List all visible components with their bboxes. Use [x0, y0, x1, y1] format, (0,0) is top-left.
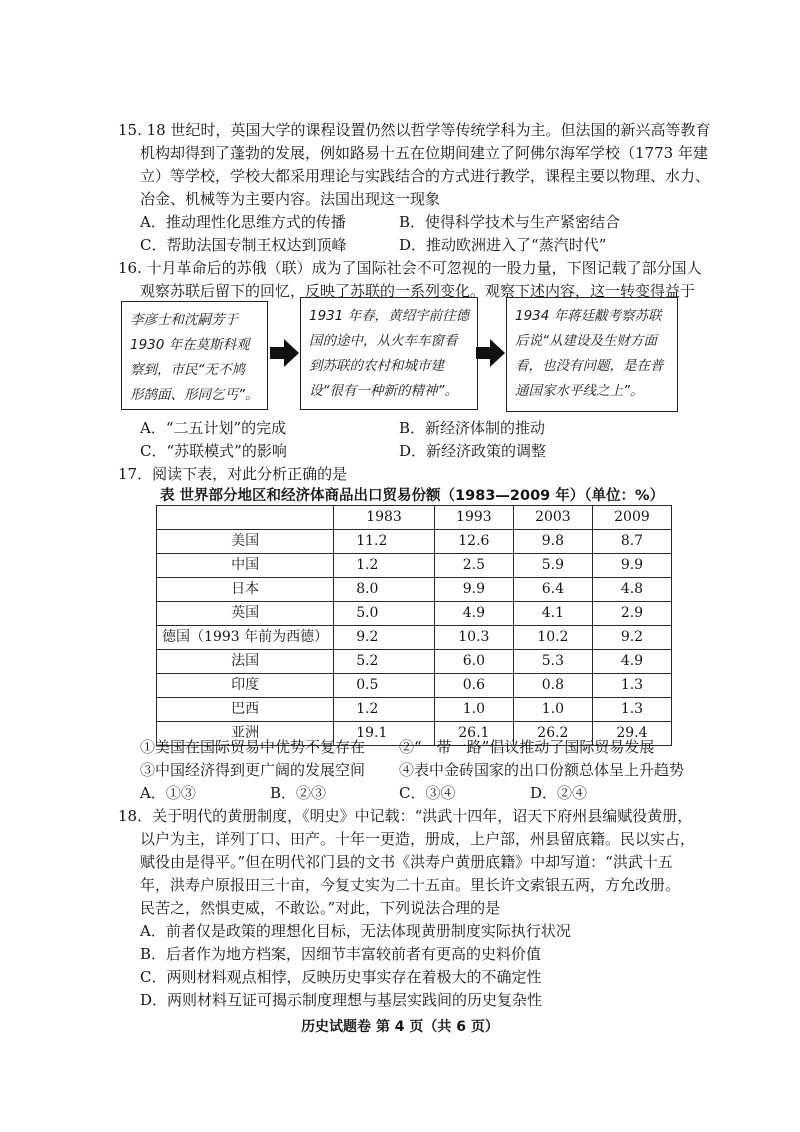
table-cell: 19.1 — [334, 722, 435, 746]
q18-option-a: A．前者仅是政策的理想化目标，无法体现黄册制度实际执行状况 — [140, 922, 571, 940]
q16-box-2-line: 设“很有一种新的精神”。 — [309, 383, 458, 399]
q16-box-1 — [121, 301, 268, 410]
table-cell: 1.3 — [592, 674, 671, 698]
q16-line-1: 16. 十月革命后的苏俄（联）成为了国际社会不可忽视的一股力量，下图记载了部分国人 — [118, 259, 702, 277]
table-row-label: 美国 — [157, 530, 334, 554]
q16-option-d: D．新经济政策的调整 — [399, 442, 547, 460]
q15-line-2: 机构却得到了蓬勃的发展，例如路易十五在位期间建立了阿佛尔海军学校（1773 年建 — [140, 144, 708, 162]
table-cell: 5.9 — [513, 554, 592, 578]
table-header-cell: 1993 — [434, 506, 513, 530]
table-cell: 4.1 — [513, 602, 592, 626]
table-row — [157, 578, 672, 602]
table-cell: 6.4 — [513, 578, 592, 602]
q16-line-2: 观察苏联后留下的回忆，反映了苏联的一系列变化。观察下述内容，这一转变得益于 — [140, 282, 696, 300]
table-cell: 10.3 — [434, 626, 513, 650]
q15-line-1: 15. 18 世纪时，英国大学的课程设置仍然以哲学等传统学科为主。但法国的新兴高等教育 — [118, 121, 711, 139]
table-cell: 4.8 — [592, 578, 671, 602]
footer-subject: 历史试题卷 — [301, 1019, 372, 1035]
q16-box-3 — [506, 297, 678, 412]
table-row — [157, 530, 672, 554]
table-row — [157, 626, 672, 650]
q16-box-2-line: 国的途中，从火车车窗看 — [309, 333, 458, 349]
q15-option-a: A．推动理性化思维方式的传播 — [140, 213, 346, 231]
table-cell: 11.2 — [334, 530, 435, 554]
table-row — [157, 650, 672, 674]
q17-option-b: B．②③ — [270, 784, 327, 802]
table-row — [157, 554, 672, 578]
table-cell: 4.9 — [434, 602, 513, 626]
q15-option-d: D．推动欧洲进入了“蒸汽时代” — [399, 236, 607, 254]
table-cell: 10.2 — [513, 626, 592, 650]
q15-option-c: C．帮助法国专制王权达到顶峰 — [140, 236, 347, 254]
table-cell: 2.9 — [592, 602, 671, 626]
table-cell: 29.4 — [592, 722, 671, 746]
table-header-row — [157, 506, 672, 530]
q18-option-c: C．两则材料观点相悖，反映历史事实存在着极大的不确定性 — [140, 968, 542, 986]
table-row-label: 英国 — [157, 602, 334, 626]
q16-option-a: A．“二五计划”的完成 — [140, 419, 287, 437]
q15-option-b: B．使得科学技术与生产紧密结合 — [399, 213, 621, 231]
table-row — [157, 698, 672, 722]
table-cell: 1.3 — [592, 698, 671, 722]
q17-statement-1: ①美国在国际贸易中优势不复存在 — [140, 738, 366, 756]
q16-box-1-line: 形鹄面、形同乞丐”。 — [130, 387, 259, 403]
right-arrow-icon — [270, 338, 300, 368]
table-row-label: 法国 — [157, 650, 334, 674]
table-cell: 1.2 — [334, 554, 435, 578]
table-cell: 26.2 — [513, 722, 592, 746]
table-cell: 9.9 — [592, 554, 671, 578]
table-cell: 9.9 — [434, 578, 513, 602]
q17-option-a: A．①③ — [140, 784, 196, 802]
q16-option-c: C．“苏联模式”的影响 — [140, 442, 287, 460]
table-cell: 1.2 — [334, 698, 435, 722]
q16-box-2-line: 到苏联的农村和城市建 — [309, 358, 444, 374]
table-cell: 0.5 — [334, 674, 435, 698]
q16-box-1-line: 1930 年在莫斯科观 — [130, 337, 250, 353]
q15-line-3: 立）等学校，学校大都采用理论与实践结合的方式进行教学，课程主要以物理、水力、 — [140, 167, 711, 185]
q18-option-b: B．后者作为地方档案，因细节丰富较前者有更高的史料价值 — [140, 945, 542, 963]
q18-line-1: 18．关于明代的黄册制度，《明史》中记载：“洪武十四年，诏天下府州县编赋役黄册， — [118, 807, 693, 825]
q16-box-3-line: 看，也没有问题，是在普 — [515, 358, 664, 374]
q16-box-2-line: 1931 年春，黄绍宇前往德 — [309, 308, 470, 324]
q17-statement-4: ④表中金砖国家的出口份额总体呈上升趋势 — [399, 761, 685, 779]
table-row-label: 德国（1993 年前为西德） — [157, 626, 334, 650]
q17-statement-3: ③中国经济得到更广阔的发展空间 — [140, 761, 366, 779]
table-row-label: 亚洲 — [157, 722, 334, 746]
q16-box-1-line: 察到，市民“无不鸠 — [130, 362, 245, 378]
q16-box-3-line: 通国家水平线之上”。 — [515, 383, 644, 399]
table-cell: 1.0 — [434, 698, 513, 722]
table-header-cell: 2009 — [592, 506, 671, 530]
table-cell: 8.7 — [592, 530, 671, 554]
q15-line-4: 冶金、机械等为主要内容。法国出现这一现象 — [140, 190, 441, 208]
table-cell: 26.1 — [434, 722, 513, 746]
q16-box-3-line: 后说“从建设及生财方面 — [515, 333, 657, 349]
table-cell: 9.2 — [592, 626, 671, 650]
q16-box-1-line: 李彦士和沈嗣芳于 — [130, 312, 238, 328]
table-cell: 6.0 — [434, 650, 513, 674]
table-corner-cell — [157, 506, 334, 530]
trade-share-table — [156, 505, 672, 746]
q17-stem: 17．阅读下表，对此分析正确的是 — [118, 465, 348, 483]
q18-option-d: D．两则材料互证可揭示制度理想与基层实践间的历史复杂性 — [140, 991, 543, 1009]
table-header-cell: 2003 — [513, 506, 592, 530]
q18-line-4: 年，洪寿户原报田三十亩，今复丈实为二十五亩。里长许文索银五两，方允改册。 — [140, 876, 681, 894]
footer-page: 第 4 页（共 6 页） — [375, 1019, 499, 1035]
table-cell: 4.9 — [592, 650, 671, 674]
table-cell: 5.0 — [334, 602, 435, 626]
table-cell: 5.2 — [334, 650, 435, 674]
table-header-cell: 1983 — [334, 506, 435, 530]
q18-line-5: 民苦之，然惧吏威，不敢讼。”对此，下列说法合理的是 — [140, 899, 501, 917]
q16-box-3-line: 1934 年蒋廷黻考察苏联 — [515, 308, 662, 324]
q16-option-b: B．新经济体制的推动 — [399, 419, 546, 437]
page-footer — [0, 1016, 800, 1036]
table-row-label: 日本 — [157, 578, 334, 602]
table-cell: 2.5 — [434, 554, 513, 578]
table-cell: 1.0 — [513, 698, 592, 722]
q17-option-d: D．②④ — [530, 784, 588, 802]
table-cell: 12.6 — [434, 530, 513, 554]
table-cell: 9.8 — [513, 530, 592, 554]
q17-statement-2: ②“一带一路”倡议推动了国际贸易发展 — [399, 738, 655, 756]
table-cell: 5.3 — [513, 650, 592, 674]
table-cell: 0.8 — [513, 674, 592, 698]
q18-line-2: 以户为主，详列丁口、田产。十年一更造，册成，上户部，州县留底籍。民以实占， — [140, 830, 696, 848]
right-arrow-icon — [476, 338, 506, 368]
table-row-label: 印度 — [157, 674, 334, 698]
table-caption: 表 世界部分地区和经济体商品出口贸易份额（1983—2009 年）（单位：%） — [160, 488, 665, 504]
table-row-label: 巴西 — [157, 698, 334, 722]
q17-option-c: C．③④ — [399, 784, 456, 802]
q18-line-3: 赋役由是得平。”但在明代祁门县的文书《洪寿户黄册底籍》中却写道：“洪武十五 — [140, 853, 673, 871]
table-row-label: 中国 — [157, 554, 334, 578]
table-cell: 9.2 — [334, 626, 435, 650]
table-row — [157, 602, 672, 626]
table-row — [157, 674, 672, 698]
table-cell: 8.0 — [334, 578, 435, 602]
q16-box-2 — [300, 297, 478, 410]
table-cell: 0.6 — [434, 674, 513, 698]
